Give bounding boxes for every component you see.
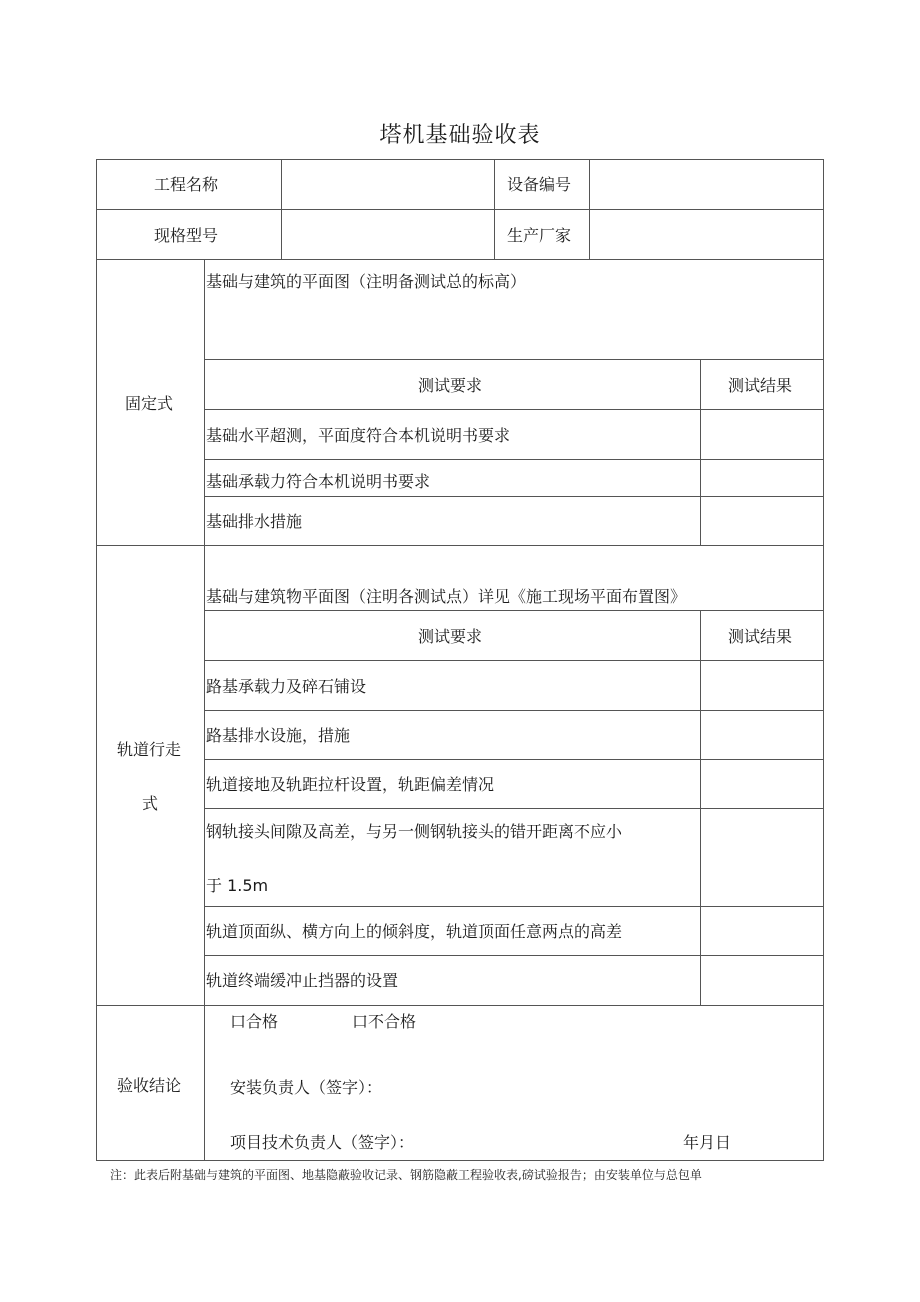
table-border-left	[96, 159, 97, 1161]
fixed-item-text: 基础承载力符合本机说明书要求	[206, 472, 431, 491]
col-divider	[700, 359, 701, 545]
section-divider	[96, 1005, 824, 1006]
page-title: 塔机基础验收表	[379, 123, 541, 148]
fixed-item-text: 基础水平超测，平面度符合本机说明书要求	[206, 426, 511, 445]
table-border-bottom	[96, 1160, 824, 1161]
pass-checkbox[interactable]: 口合格	[230, 1012, 279, 1031]
track-plan-text: 基础与建筑物平面图（注明各测试点）详见《施工现场平面布置图》	[206, 587, 687, 606]
col-divider	[700, 610, 701, 1005]
row-divider	[204, 459, 824, 460]
track-result-header: 测试结果	[728, 627, 793, 646]
model-label: 现格型号	[154, 226, 219, 245]
row-divider	[204, 955, 824, 956]
footnote: 注：此表后附基础与建筑的平面图、地基隐蔽验收记录、钢筋隐蔽工程验收表,磅试验报告；由安装单位与总包单	[110, 1168, 702, 1182]
installer-signature: 安装负责人（签字）：	[230, 1078, 383, 1097]
track-item-text: 路基排水设施，措施	[206, 726, 351, 745]
fixed-plan-text: 基础与建筑的平面图（注明备测试总的标高）	[206, 272, 527, 291]
date-field: 年月日	[683, 1133, 732, 1152]
track-item-text: 路基承载力及碎石铺设	[206, 677, 367, 696]
tech-lead-signature: 项目技术负责人（签字）：	[230, 1133, 415, 1152]
section-divider	[96, 545, 824, 546]
equipment-no-label: 设备编号	[507, 175, 572, 194]
col-divider	[589, 159, 590, 259]
acceptance-table	[96, 159, 824, 1161]
track-req-header: 测试要求	[418, 627, 483, 646]
track-item-text: 轨道接地及轨距拉杆设置，轨距偏差情况	[206, 775, 495, 794]
row-divider	[204, 409, 824, 410]
table-border-top	[96, 159, 824, 160]
project-name-label: 工程名称	[154, 175, 219, 194]
row-divider	[96, 209, 824, 210]
row-divider	[204, 906, 824, 907]
row-divider	[204, 710, 824, 711]
row-divider	[204, 759, 824, 760]
fixed-req-header: 测试要求	[418, 376, 483, 395]
fixed-result-header: 测试结果	[728, 376, 793, 395]
fixed-item-text: 基础排水措施	[206, 512, 303, 531]
track-section-label-line1: 轨道行走	[117, 740, 182, 759]
track-item-text: 钢轨接头间隙及高差，与另一侧钢轨接头的错开距离不应小	[206, 822, 623, 841]
track-item-text: 轨道顶面纵、横方向上的倾斜度，轨道顶面任意两点的高差	[206, 922, 623, 941]
track-item-text: 于 1.5m	[206, 876, 269, 895]
col-divider	[494, 159, 495, 259]
manufacturer-label: 生产厂家	[507, 226, 572, 245]
conclusion-label: 验收结论	[117, 1076, 182, 1095]
row-divider	[204, 496, 824, 497]
track-item-text: 轨道终端缓冲止挡器的设置	[206, 971, 399, 990]
fixed-section-label: 固定式	[125, 394, 174, 413]
track-section-label-line2: 式	[142, 794, 159, 813]
row-divider	[204, 359, 824, 360]
row-divider	[204, 660, 824, 661]
row-divider	[204, 610, 824, 611]
col-divider	[281, 159, 282, 259]
fail-checkbox[interactable]: 口不合格	[352, 1012, 417, 1031]
row-divider	[96, 259, 824, 260]
row-divider	[204, 808, 824, 809]
